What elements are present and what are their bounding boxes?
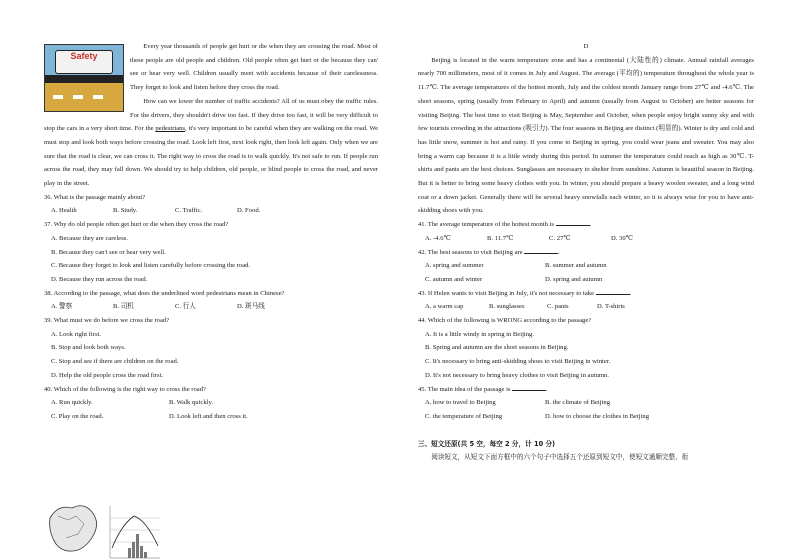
question-41-options (418, 232, 754, 246)
answer-blank[interactable] (596, 287, 630, 295)
option[interactable]: B. the climate of Beijing (545, 399, 611, 407)
option[interactable]: B. 司机 (113, 303, 134, 311)
poster-title: Safety (55, 50, 113, 74)
option[interactable]: A. a warm cap (425, 303, 464, 311)
option[interactable]: A. Because they are careless. (51, 234, 128, 242)
option[interactable]: B. Because they can't see or hear very well. (51, 248, 166, 256)
option[interactable]: C. Play on the road. (51, 412, 104, 420)
option[interactable]: C. 27℃ (549, 234, 571, 242)
option[interactable]: C. autumn and winter (425, 275, 483, 283)
question-39: 39. What must we do before we cross the road? (44, 317, 170, 325)
section-instructions: 阅读短文，从短文下面方框中的六个句子中选择五个还原到短文中，使短文通顺完整、衔 (431, 454, 689, 462)
passage-d-paragraph: Beijing is located in the warm temperature zone and has a continental (大陆性的) climate. Annual rainfall averages nearly 700 millimeters, most of it comes in July and August. The average (平均的) temperature throughout the whole year is 11.7℃. The average temperatures of the hottest month, July and the coldest month January range from 27℃ and -4.6℃. The short seasons, spring (usually from February to April) and autumn (usually from August to October) are better seasons for visiting Beijing. The best time to visit Beijing is May, September and October, when people enjoy bright sunny sky and with few tourists crowding in the attractions (吸引力). The four seasons in Beijing are distinct (明显的). Winter is dry and cold and has little snow, summer is hot and rainy. If you come to Beijing in spring, you could wear jeans and sweater. You may also bring a warm cap because it is a little windy during this period. In summer the temperature could reach as high as 30℃. T-shirts and pants are the best choices. Sunglasses are necessary to shelter from sunshine. Autumn is beautiful season in Beijing. But it is better to bring some heavy clothes with you. In winter, you should prepare a heavy woolen sweater, and a long wind coat or a down jacket. Generally there will be several heavy snowfalls each winter, so it is always wise for you to have anti-skidding shoes with you. (418, 56, 754, 215)
option[interactable]: C. Stop and see if there are children on the road. (51, 358, 179, 366)
option[interactable]: D. spring and autumn (545, 275, 603, 283)
option[interactable]: A. Look right first. (51, 330, 101, 338)
option[interactable]: B. sunglasses (489, 303, 525, 311)
option[interactable]: B. Stop and look both ways. (51, 344, 126, 352)
question-43: 43. If Helen wants to visit Beijing in July, it's not necessary to take . (418, 287, 754, 301)
option[interactable]: C. pants (547, 303, 569, 311)
question-41: 41. The average temperature of the hottest month is . (418, 218, 754, 232)
option[interactable]: D. how to choose the clothes in Beijing (545, 412, 650, 420)
question-40-options-row-2 (44, 410, 378, 424)
question-42-options-row-2 (418, 273, 754, 287)
underlined-word: pedestrians (155, 125, 186, 133)
option[interactable]: A. how to travel to Beijing (425, 399, 496, 407)
option[interactable]: A. Health (51, 207, 77, 215)
answer-blank[interactable] (556, 218, 590, 226)
question-38-options (44, 300, 378, 314)
option[interactable]: D. Food. (237, 207, 261, 215)
option[interactable]: B. Study. (113, 207, 138, 215)
option[interactable]: A. spring and summer (425, 262, 484, 270)
option[interactable]: A. -4.6℃ (425, 234, 451, 242)
passage-c-paragraph-2: How can we lower the number of traffic accidents? All of us must obey the traffic rules. For the drivers, they shouldn't drive too fast. If they drive too fast, it will be very difficult to stop the cars in a very short time. For the pedestrians, it's very important to be careful when they are walking on the road. We must stop and look both ways before crossing the road. Look left first, next look right, then look left again. Only when we are sure that the road is clear, we can cross it. The right way to cross the road is to walk quickly. It's not safe to run. If people run across the road, they may fall down. We should try to help children, old people, or blind people to cross the road, and never play in the street. (44, 97, 378, 188)
option[interactable]: C. Because they forget to look and listen carefully before crossing the road. (51, 262, 251, 270)
option[interactable]: C. 行人 (175, 303, 196, 311)
beijing-climate-figure (48, 498, 168, 560)
option[interactable]: C. the temperature of Beijing (425, 412, 503, 420)
question-45: 45. The main idea of the passage is . (418, 383, 754, 397)
option[interactable]: C. It's necessary to bring anti-skidding shoes to visit Beijing in winter. (425, 358, 611, 366)
question-42: 42. The best seasons to visit Beijing are . (418, 246, 754, 260)
question-43-options (418, 300, 754, 314)
question-36: 36. What is the passage mainly about? (44, 193, 146, 201)
question-44: 44. Which of the following is WRONG according to the passage? (418, 317, 592, 325)
question-40-options-row-1 (44, 396, 378, 410)
option[interactable]: C. Traffic. (175, 207, 203, 215)
option[interactable]: D. Look left and then cross it. (169, 412, 248, 420)
option[interactable]: D. Help the old people cross the road first. (51, 371, 164, 379)
question-45-options-row-2 (418, 410, 754, 424)
question-36-options (44, 204, 378, 218)
left-column (44, 40, 378, 424)
question-45-options-row-1 (418, 396, 754, 410)
passage-c-paragraph-1: Every year thousands of people get hurt or die when they are crossing the road. Most of these people are old people and children. Old people often get hurt or die because they can' see or hear very well. Children usually meet with accidents because of their carelessness. They forget to look and listen before they cross the road. (130, 43, 378, 92)
question-37: 37. Why do old people often get hurt or die when they cross the road? (44, 221, 229, 229)
option[interactable]: D. 斑马线 (237, 303, 265, 311)
option[interactable]: D. 30℃ (611, 234, 634, 242)
answer-blank[interactable] (524, 246, 558, 254)
option[interactable]: B. 11.7℃ (487, 234, 514, 242)
passage-d-heading: D (583, 43, 589, 50)
option[interactable]: D. Because they run across the road. (51, 275, 148, 283)
question-42-options-row-1 (418, 259, 754, 273)
option[interactable]: A. Run quickly. (51, 399, 93, 407)
option[interactable]: D. T-shirts (597, 303, 625, 311)
option[interactable]: D. It's not necessary to bring heavy clothes to visit Beijing in autumn. (425, 371, 609, 379)
section-heading: 三、短文还原(共 5 空，每空 2 分，计 10 分) (418, 439, 556, 448)
traffic-safety-poster (44, 44, 124, 112)
option[interactable]: B. summer and autumn (545, 262, 607, 270)
option[interactable]: A. 警察 (51, 303, 73, 311)
answer-blank[interactable] (512, 383, 546, 391)
option[interactable]: B. Spring and autumn are the short seasons in Beijing. (425, 344, 569, 352)
option[interactable]: A. It is a little windy in spring in Beijing. (425, 330, 534, 338)
question-40: 40. Which of the following is the right way to cross the road? (44, 385, 206, 393)
right-column (418, 40, 754, 465)
option[interactable]: B. Walk quickly. (169, 399, 213, 407)
question-38: 38. According to the passage, what does the underlined word pedestrians mean in Chinese? (44, 289, 285, 297)
